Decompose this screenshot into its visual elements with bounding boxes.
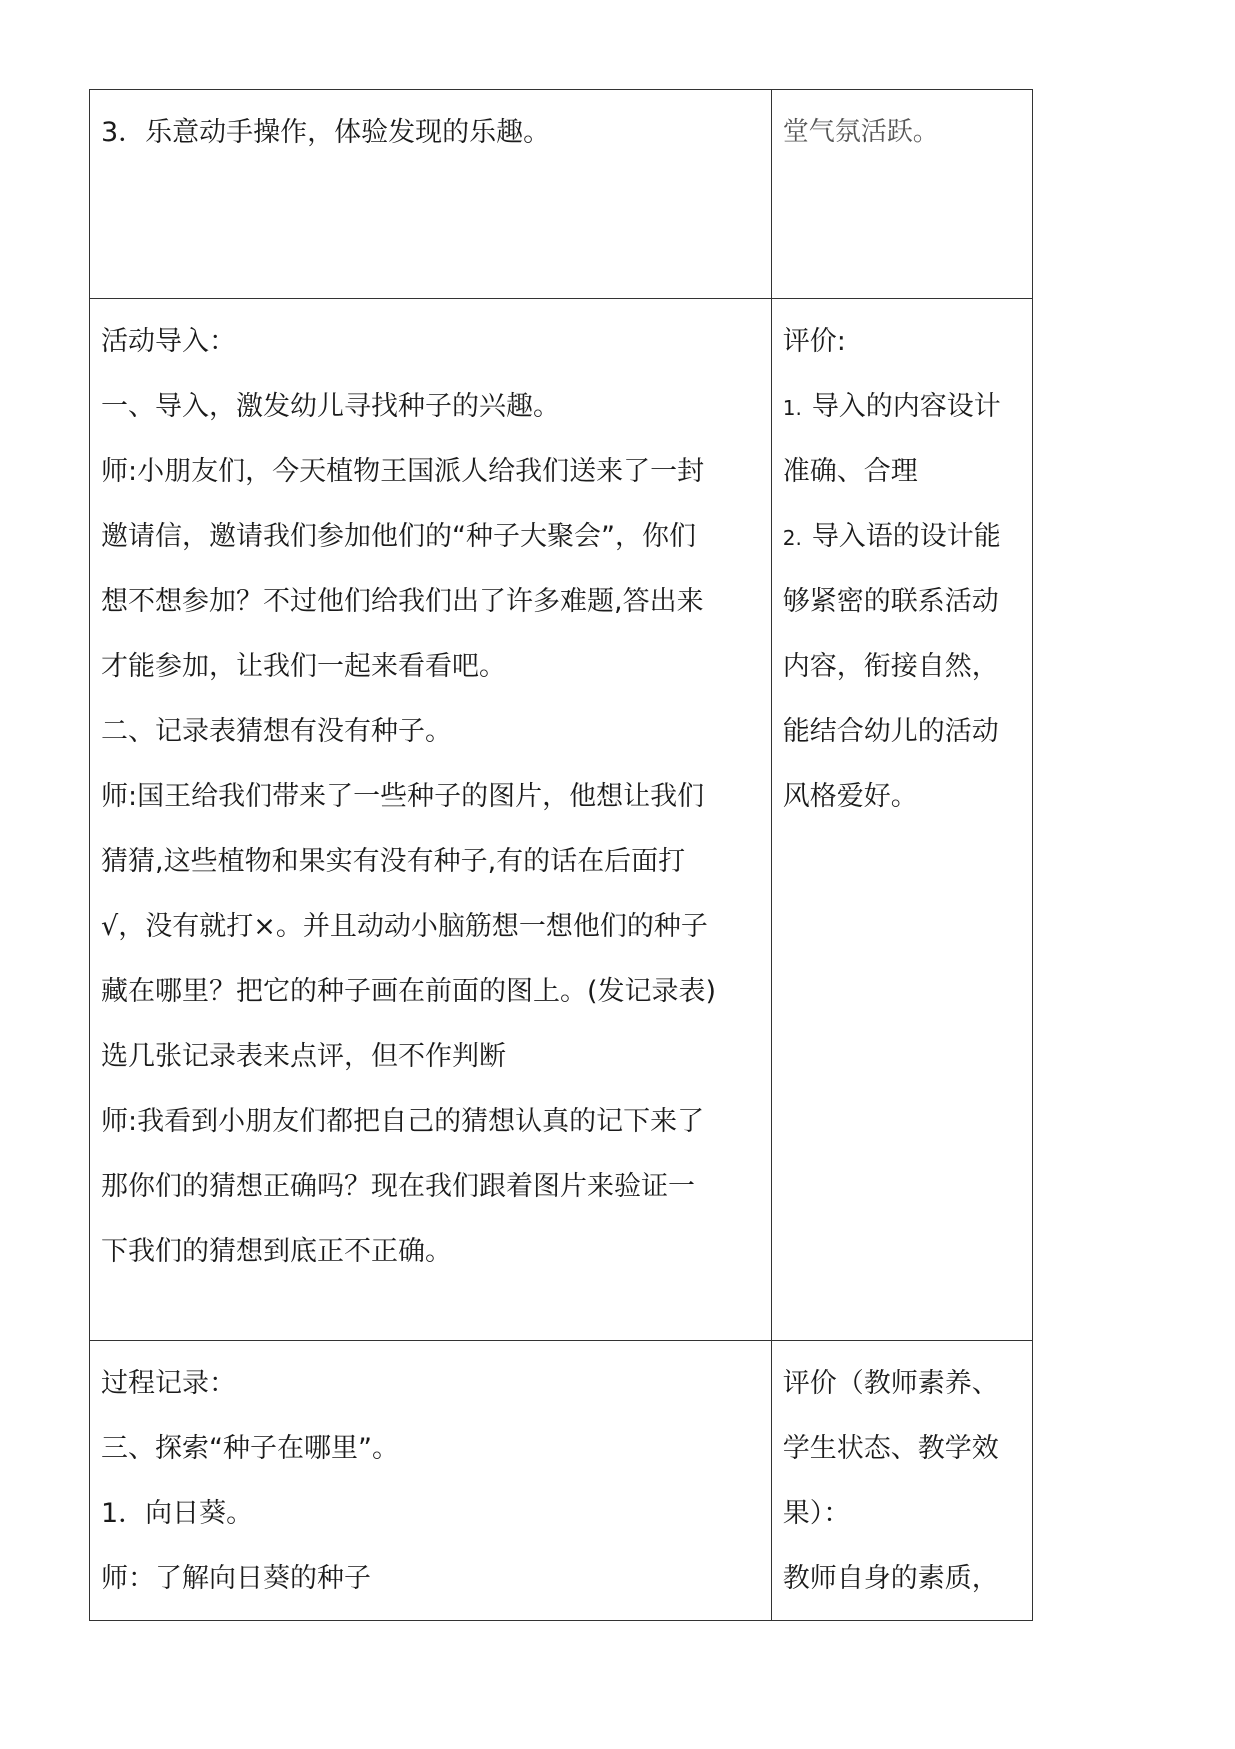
item-text: 准确、合理 xyxy=(782,456,918,487)
evaluation-item xyxy=(783,374,1023,439)
intro-cell xyxy=(90,299,772,1341)
text-line: 教师自身的素质， xyxy=(782,1563,999,1594)
item-text: 能结合幼儿的活动 xyxy=(782,716,999,747)
table-row xyxy=(90,1341,1033,1621)
item-text: 导入语的设计能 xyxy=(811,521,1001,552)
text-line: 评价（教师素养、 xyxy=(782,1368,999,1399)
text-line: 二、记录表猜想有没有种子。 xyxy=(101,716,452,747)
item-text: 内容，衔接自然， xyxy=(782,651,999,682)
item-text: 导入的内容设计 xyxy=(811,391,1001,422)
table-row xyxy=(90,90,1033,299)
section-heading: 活动导入： xyxy=(101,326,236,357)
item-text: 够紧密的联系活动 xyxy=(782,586,999,617)
item-text: 风格爱好。 xyxy=(782,781,918,812)
process-evaluation-cell xyxy=(771,1341,1032,1621)
text-line: 师：了解向日葵的种子 xyxy=(101,1563,371,1594)
goal-cell xyxy=(90,90,772,299)
text-line: 邀请信，邀请我们参加他们的“种子大聚会”，你们 xyxy=(101,521,696,552)
text-line: 想不想参加？不过他们给我们出了许多难题,答出来 xyxy=(101,586,704,617)
side-cell xyxy=(771,90,1032,299)
text-line: √，没有就打×。并且动动小脑筋想一想他们的种子 xyxy=(101,911,708,942)
evaluation-label: 评价: xyxy=(782,326,846,357)
text-line: 师:我看到小朋友们都把自己的猜想认真的记下来了 xyxy=(101,1106,705,1137)
text-line: 师:国王给我们带来了一些种子的图片，他想让我们 xyxy=(101,781,705,812)
item-number: 2. xyxy=(782,526,802,550)
text-line: 才能参加，让我们一起来看看吧。 xyxy=(101,651,506,682)
side-note: 堂气氛活跃。 xyxy=(782,117,939,147)
text-line: 那你们的猜想正确吗？现在我们跟着图片来验证一 xyxy=(101,1171,695,1202)
text-line: 师:小朋友们，今天植物王国派人给我们送来了一封 xyxy=(101,456,705,487)
item-number: 1. xyxy=(782,396,802,420)
table-row xyxy=(90,299,1033,1341)
goal-line: 3．乐意动手操作，体验发现的乐趣。 xyxy=(101,117,551,148)
process-cell xyxy=(90,1341,772,1621)
section-heading: 过程记录： xyxy=(101,1368,236,1399)
lesson-plan-table xyxy=(89,89,1033,1621)
text-line: 一、导入，激发幼儿寻找种子的兴趣。 xyxy=(101,391,560,422)
evaluation-item xyxy=(783,504,1023,569)
text-line: 藏在哪里？把它的种子画在前面的图上。(发记录表) xyxy=(101,976,717,1007)
evaluation-cell xyxy=(771,299,1032,1341)
text-line: 三、探索“种子在哪里”。 xyxy=(101,1433,399,1464)
text-line: 下我们的猜想到底正不正确。 xyxy=(101,1236,452,1267)
text-line: 1．向日葵。 xyxy=(101,1498,254,1529)
text-line: 果）： xyxy=(782,1498,851,1529)
text-line: 学生状态、教学效 xyxy=(782,1433,999,1464)
text-line: 选几张记录表来点评，但不作判断 xyxy=(101,1041,506,1072)
text-line: 猜猜,这些植物和果实有没有种子,有的话在后面打 xyxy=(101,846,686,877)
